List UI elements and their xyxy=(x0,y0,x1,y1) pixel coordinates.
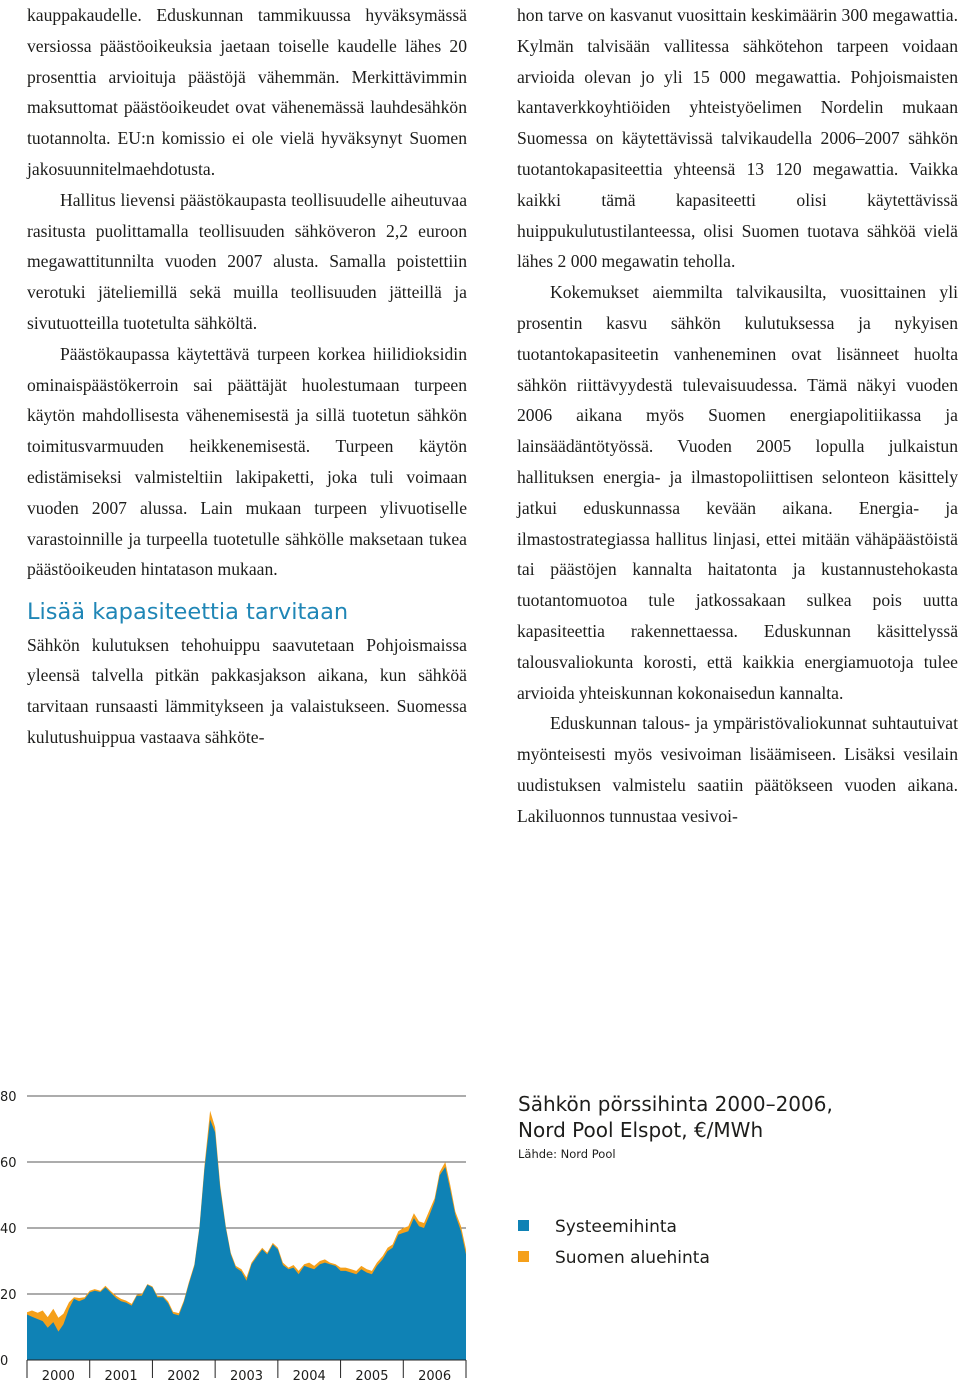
left-paragraph-3: Päästökaupassa käytettävä turpeen korkea hiilidioksidin ominaispäästökerroin sai päättäjät huolestumaan turpeen käytön mahdollisesta vähenemisestä ja sillä tuotetun sähkön toimitusvarmuuden heikkenemisestä. Turpeen käytön edistämiseksi valmisteltiin lakipaketti, joka tuli voimaan vuoden 2007 alussa. Lain mukaan turpeen ylivuotiselle varastoinnille ja turpeella tuotetulle sähkölle maksetaan tukea päästöoikeuden hintatason mukaan. xyxy=(27,343,467,580)
right-text-column xyxy=(517,0,958,832)
legend-swatch-system xyxy=(518,1220,529,1231)
x-tick-label: 2005 xyxy=(355,1369,389,1383)
legend-label-system: Systeemihinta xyxy=(555,1217,677,1237)
y-tick-label: 60 xyxy=(0,1156,17,1171)
y-tick-label: 80 xyxy=(0,1090,17,1105)
x-tick-label: 2003 xyxy=(229,1369,264,1383)
y-tick-label: 0 xyxy=(0,1354,9,1369)
x-tick-label: 2002 xyxy=(167,1369,201,1383)
legend-label-finland: Suomen aluehinta xyxy=(555,1248,710,1268)
x-tick-label: 2004 xyxy=(292,1369,326,1383)
left-text-column xyxy=(27,0,467,753)
right-paragraph-3: Eduskunnan talous- ja ympäristövaliokunnat suhtautuivat myönteisesti myös vesivoiman lisäämiseen. Lisäksi vesilain uudistuksen valmistelu saatiin päätökseen vuoden aikana. Lakiluonnos tunnustaa vesivoi- xyxy=(517,713,958,826)
price-chart xyxy=(0,1060,960,1383)
chart-areas xyxy=(27,1111,466,1360)
legend-swatch-finland xyxy=(518,1251,529,1262)
left-paragraph-2: Hallitus lievensi päästökaupasta teollisuudelle aiheutuvaa rasitusta puolittamalla teollisuuden sähköveron 2,2 euroon megawattitunnilta vuoden 2007 alusta. Samalla poistettiin verotuki jäteliemillä sekä muilla teollisuuden jätteillä ja sivutuotteilla tuotetulta sähköltä. xyxy=(27,189,467,333)
left-paragraph-4: Sähkön kulutuksen tehohuippu saavutetaan Pohjoismaissa yleensä talvella pitkän pakkasjakson aikana, kun sähköä tarvitaan runsaasti lämmitykseen ja valaistukseen. Suomessa kulutushuippua vastaava sähköte- xyxy=(27,634,467,748)
left-paragraph-1: kauppakaudelle. Eduskunnan tammikuussa hyväksymässä versiossa päästöoikeuksia jaetaan toiselle kaudelle lähes 20 prosenttia arvioituja päästöjä vähemmän. Merkittävimmin maksuttomat päästöoikeudet ovat vähenemässä lauhdesähkön tuotannolta. EU:n komissio ei ole vielä hyväksynyt Suomen jakosuunnitelmaehdotusta. xyxy=(27,5,467,179)
y-tick-label: 20 xyxy=(0,1288,17,1303)
chart-source: Lähde: Nord Pool xyxy=(518,1147,616,1161)
chart-title-line-1: Sähkön pörssihinta 2000–2006, xyxy=(518,1092,833,1116)
x-tick-label: 2006 xyxy=(418,1369,452,1383)
section-heading: Lisää kapasiteettia tarvitaan xyxy=(27,599,349,626)
x-tick-label: 2001 xyxy=(104,1369,138,1383)
series-area-system xyxy=(27,1120,466,1360)
right-paragraph-2: Kokemukset aiemmilta talvikausilta, vuosittainen yli prosentin kasvu sähkön kulutuksessa ja nykyisen tuotantokapasiteetin vanheneminen ovat lisänneet huolta sähkön riittävyydestä tulevaisuudessa. Tämä näkyi vuoden 2006 aikana myös Suomen energiapolitiikassa ja lainsäädäntötyössä. Vuoden 2005 lopulla julkaistun hallituksen energia- ja ilmastopoliittisen selonteon käsittely jatkui eduskunnassa kevään aikana. Energia- ja ilmastostrategiassa hallitus linjasi, ettei mitään vähäpäästöistä tai päästöjen kannalta haitatonta ja kustannustehokasta tuotantomuotoa tule jatkossakaan sulkea pois uutta kapasiteettia rakennettaessa. Eduskunnan käsittelyssä talousvaliokunta korosti, että kaikkia energiamuotoja tulee arvioida yhteiskunnan kokonaisedun kannalta. xyxy=(517,282,958,703)
x-tick-label: 2000 xyxy=(41,1369,75,1383)
right-paragraph-1: hon tarve on kasvanut vuosittain keskimäärin 300 megawattia. Kylmän talvisään vallitessa sähkötehon tarpeen voidaan arvioida olevan jo yli 15 000 megawattia. Pohjoismaisten kantaverkkoyhtiöiden yhteistyöelimen Nordelin mukaan Suomessa on käytettävissä talvikaudella 2006–2007 sähkön tuotantokapasiteettia yhteensä 13 120 megawattia. Vaikka kaikki tämä kapasiteetti olisi käytettävissä huippukulutustilanteessa, olisi Suomen tuotava sähköä vielä lähes 2 000 megawatin teholla. xyxy=(517,5,958,272)
chart-title-line-2: Nord Pool Elspot, €/MWh xyxy=(518,1118,764,1142)
y-tick-label: 40 xyxy=(0,1222,17,1237)
